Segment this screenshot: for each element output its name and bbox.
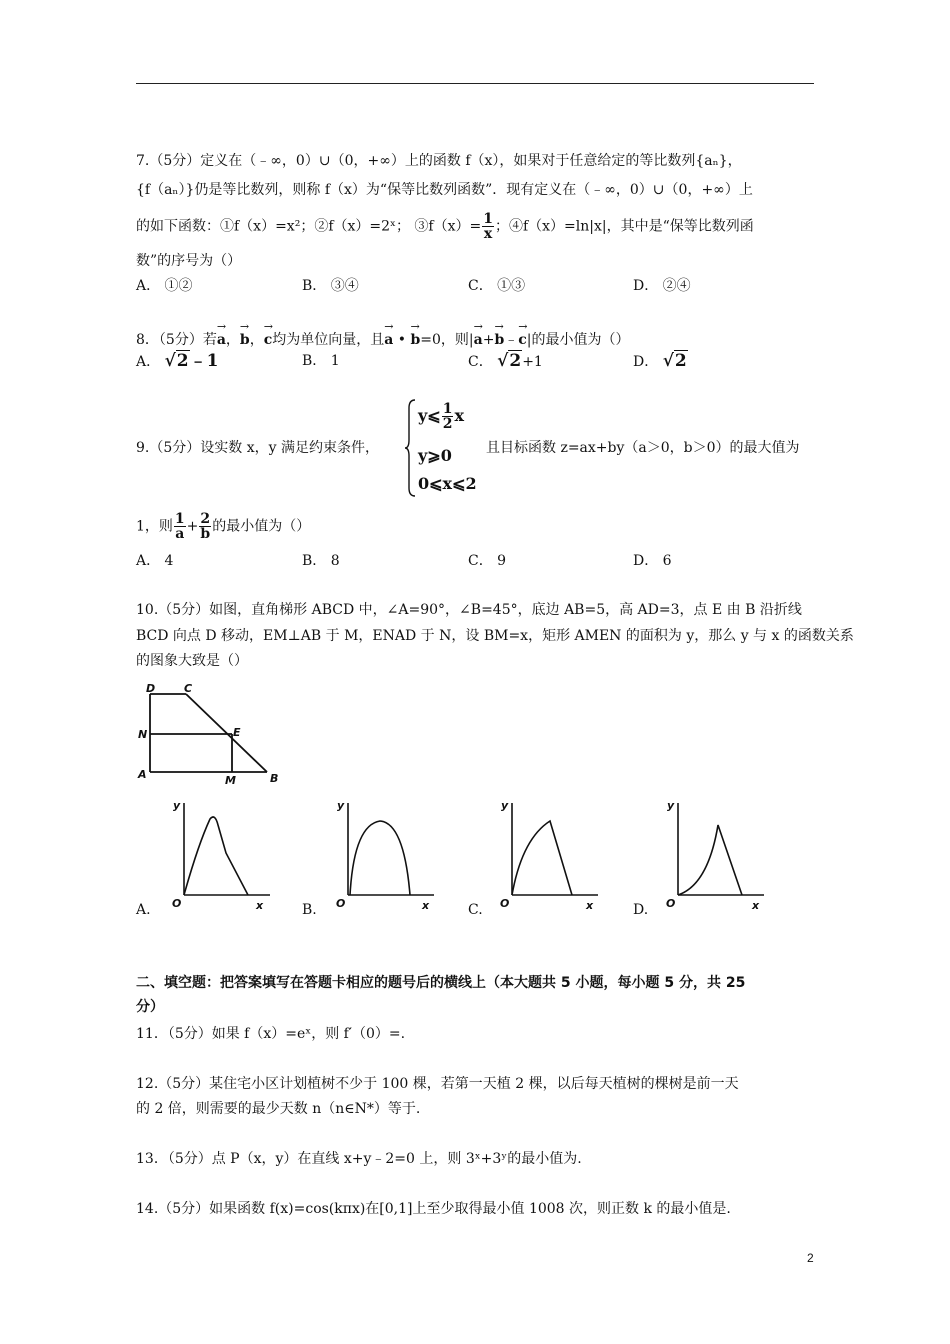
q13: 13．（5分）点 P（x，y）在直线 x+y﹣2=0 上，则 3ˣ+3ʸ的最小值为. (136, 1151, 582, 1167)
q8-comma-2: ， (249, 332, 264, 348)
axis-y-label: y (337, 799, 345, 812)
q9-prefix: 9.（5分）设实数 x，y 满足约束条件， (136, 440, 379, 456)
q7-line-3b: ；④f（x）=ln|x|，其中是“保等比数列函 (494, 218, 754, 235)
q9-constraint-2: y⩾0 (418, 446, 452, 465)
q7-line-3 (136, 212, 754, 241)
q7-frac-num: 1 (483, 211, 493, 227)
q14: 14.（5分）如果函数 f(x)=cos(kπx)在[0,1]上至少取得最小值 1008 次，则正数 k 的最小值是. (136, 1201, 731, 1217)
q7-line-2: {f（aₙ）}仍是等比数列，则称 f（x）为“保等比数列函数”．现有定义在（﹣∞，0）∪（0，+∞）上 (136, 182, 753, 198)
header-rule (136, 83, 814, 84)
q8-option-a (136, 351, 218, 372)
q12-line-2: 的 2 倍，则需要的最少天数 n（n∈N*）等于. (136, 1101, 421, 1117)
q9-plus: + (186, 518, 199, 535)
q9-line2-b: 的最小值为（） (212, 518, 311, 535)
origin-label: O (666, 897, 676, 910)
label-b: B (270, 772, 279, 785)
label-d: D (146, 682, 156, 695)
q8-vec-c: → c (264, 326, 273, 350)
q7-frac-den: x (483, 226, 493, 242)
q9-option-b: B． 8 (302, 553, 340, 569)
q8-line-1: 8．（5分）若→ a，→ b，→ c均为单位向量，且→ a • → b=0，则|→ a+→ b﹣→ c|的最小值为（） (136, 326, 630, 350)
q8-mid: 均为单位向量，且 (272, 332, 385, 348)
q9-c1-den: 2 (442, 416, 453, 432)
brace-icon (404, 398, 416, 498)
q8-opt-d-rad: 2 (674, 351, 687, 371)
section-2-title-line-2: 分） (136, 999, 164, 1015)
trapezoid-figure (136, 680, 286, 790)
q7-line-4: 数”的序号为（） (136, 253, 242, 269)
q8-vec-b: → b (240, 326, 250, 350)
q7-fraction (482, 212, 494, 241)
q7-line-3a: 的如下函数：①f（x）=x²；②f（x）=2ˣ； ③f（x）= (136, 218, 482, 235)
q9-f1-num: 1 (174, 511, 185, 527)
origin-label: O (336, 897, 346, 910)
label-c: C (184, 682, 193, 695)
q9-f2-num: 2 (200, 511, 211, 527)
q8-opt-a-label: A． (136, 354, 161, 370)
q7-option-a: A． ①② (136, 278, 193, 294)
axis-y-label: y (501, 799, 509, 812)
axis-y-label: y (173, 799, 181, 812)
graph-option-b (334, 795, 444, 920)
graph-option-d (664, 795, 774, 920)
origin-label: O (500, 897, 510, 910)
q9-c1-a: y⩽ (418, 406, 441, 425)
q7-option-b: B． ③④ (302, 278, 359, 294)
q8-opt-a-tail: ﹣1 (189, 351, 219, 371)
q9-f1-den: a (175, 526, 185, 542)
q8-vec-a-2: → a (384, 326, 393, 350)
q10-option-b: B. (302, 902, 317, 918)
q9-f2-den: b (200, 526, 211, 542)
q8-opt-a-rad: 2 (176, 351, 189, 371)
q8-option-b: B． 1 (302, 353, 340, 369)
q8-opt-c-label: C． (468, 354, 493, 370)
label-n: N (138, 728, 148, 741)
q8-prefix: 8．（5分）若 (136, 332, 217, 348)
q9-line-2 (136, 512, 310, 541)
q8-vec-c-3: → c (518, 326, 527, 350)
q9-option-d: D． 6 (633, 553, 672, 569)
q9-constraint-system (404, 398, 488, 498)
q8-option-c (468, 351, 543, 372)
q10-line-2: BCD 向点 D 移动，EM⊥AB 于 M，ENAD 于 N，设 BM=x，矩形 AMEN 的面积为 y，那么 y 与 x 的函数关系 (136, 628, 854, 644)
q9-option-c: C． 9 (468, 553, 507, 569)
axis-x-label: x (586, 899, 594, 912)
page-number: 2 (807, 1251, 814, 1265)
label-m: M (225, 774, 236, 787)
sqrt-symbol: √2 (662, 351, 687, 371)
sqrt-symbol: √2 (497, 351, 522, 371)
axis-x-label: x (256, 899, 264, 912)
axis-x-label: x (752, 899, 760, 912)
q7-option-c: C． ①③ (468, 278, 526, 294)
q9-option-a: A． 4 (136, 553, 174, 569)
q9-c1-b: x (454, 406, 464, 425)
q10-line-1: 10.（5分）如图，直角梯形 ABCD 中，∠A=90°，∠B=45°，底边 AB=5，高 AD=3，点 E 由 B 沿折线 (136, 602, 802, 618)
q10-option-a: A. (136, 902, 151, 918)
sqrt-symbol: √2 (164, 351, 189, 371)
section-2-title-line-1: 二、填空题：把答案填写在答题卡相应的题号后的横线上（本大题共 5 小题，每小题 5 分，共 25 (136, 975, 746, 991)
axis-y-label: y (667, 799, 675, 812)
label-e: E (233, 726, 241, 739)
origin-label: O (172, 897, 182, 910)
q9-constraint-1 (418, 402, 464, 431)
q8-vec-a: → a (217, 326, 226, 350)
q8-vec-b-3: → b (494, 326, 504, 350)
q8-dot-eq: =0，则| (420, 332, 474, 348)
axis-x-label: x (422, 899, 430, 912)
q8-opt-c-rad: 2 (509, 351, 522, 371)
q9-frac-2 (199, 512, 211, 541)
q10-option-d: D. (633, 902, 649, 918)
q10-option-c: C. (468, 902, 483, 918)
q9-frac-1 (174, 512, 186, 541)
q8-comma-1: ， (225, 332, 240, 348)
q8-plus: + (482, 332, 495, 348)
graph-option-c (498, 795, 608, 920)
q8-option-d (633, 351, 688, 372)
q7-line-1: 7.（5分）定义在（﹣∞，0）∪（0，+∞）上的函数 f（x），如果对于任意给定的等比数列{aₙ}， (136, 153, 742, 169)
q9-line2-a: 1，则 (136, 518, 173, 535)
q10-line-3: 的图象大致是（） (136, 653, 248, 669)
q8-opt-c-tail: +1 (522, 354, 543, 370)
q8-vec-b-2: → b (410, 326, 420, 350)
q7-option-d: D． ②④ (633, 278, 691, 294)
q8-vec-a-3: → a (474, 326, 483, 350)
q12-line-1: 12.（5分）某住宅小区计划植树不少于 100 棵，若第一天植 2 棵，以后每天植树的棵树是前一天 (136, 1076, 739, 1092)
q11: 11．（5分）如果 f（x）=eˣ，则 f′（0）=. (136, 1026, 406, 1042)
q8-suffix: |的最小值为（） (526, 332, 630, 348)
graph-option-a (170, 795, 280, 920)
q8-minus: ﹣ (504, 332, 519, 348)
q9-suffix: 且目标函数 z=ax+by（a＞0，b＞0）的最大值为 (486, 440, 800, 456)
q8-opt-d-label: D． (633, 354, 659, 370)
label-a: A (138, 768, 147, 781)
q9-c1-num: 1 (442, 401, 453, 417)
q9-constraint-3: 0⩽x⩽2 (418, 474, 477, 493)
q9-c1-frac (442, 402, 454, 431)
